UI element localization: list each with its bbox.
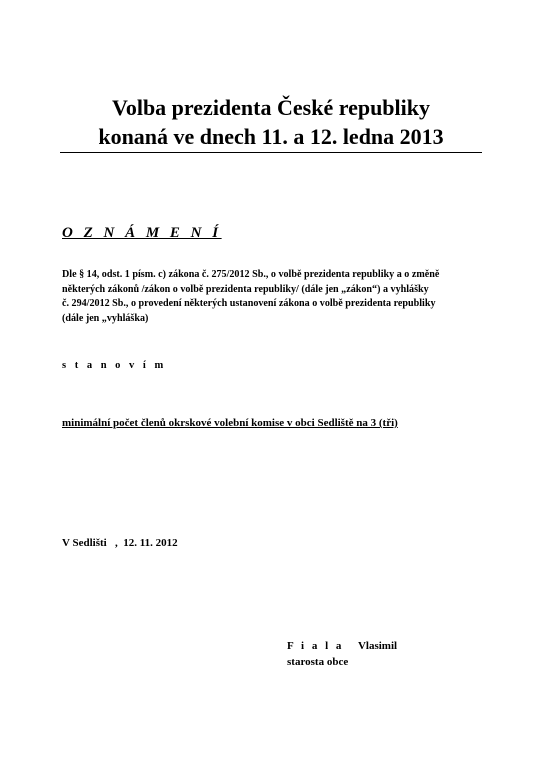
- signature-block: [287, 638, 397, 670]
- legal-basis-line3: č. 294/2012 Sb., o provedení některých ustanovení zákona o volbě prezidenta republiky: [62, 298, 436, 309]
- election-title-line1: Volba prezidenta České republiky: [111, 95, 431, 120]
- announcement-heading: O Z N Á M E N Í: [62, 225, 222, 241]
- place-and-date: V Sedlišti , 12. 11. 2012: [62, 537, 178, 549]
- election-title-line2: konaná ve dnech 11. a 12. ledna 2013: [98, 124, 444, 149]
- resolve-word: s t a n o v í m: [62, 360, 167, 371]
- legal-basis-line2: některých zákonů /zákon o volbě prezidenta republiky/ (dále jen „zákon“) a vyhlášky: [62, 283, 429, 295]
- decision-statement: minimální počet členů okrskové volební komise v obci Sedliště na 3 (tři): [62, 417, 398, 429]
- signatory-role: starosta obce: [287, 656, 349, 668]
- signatory-name: [287, 638, 397, 654]
- legal-basis-line4: (dále jen „vyhláška): [62, 312, 149, 324]
- legal-basis-paragraph: [62, 268, 482, 326]
- legal-basis-line1: Dle § 14, odst. 1 písm. c) zákona č. 275/2012 Sb., o volbě prezidenta republiky a o změně: [62, 269, 440, 280]
- election-title: [60, 93, 482, 153]
- signatory-first-name: Vlasimil: [357, 640, 398, 652]
- signatory-surname: F i a l a: [287, 640, 344, 652]
